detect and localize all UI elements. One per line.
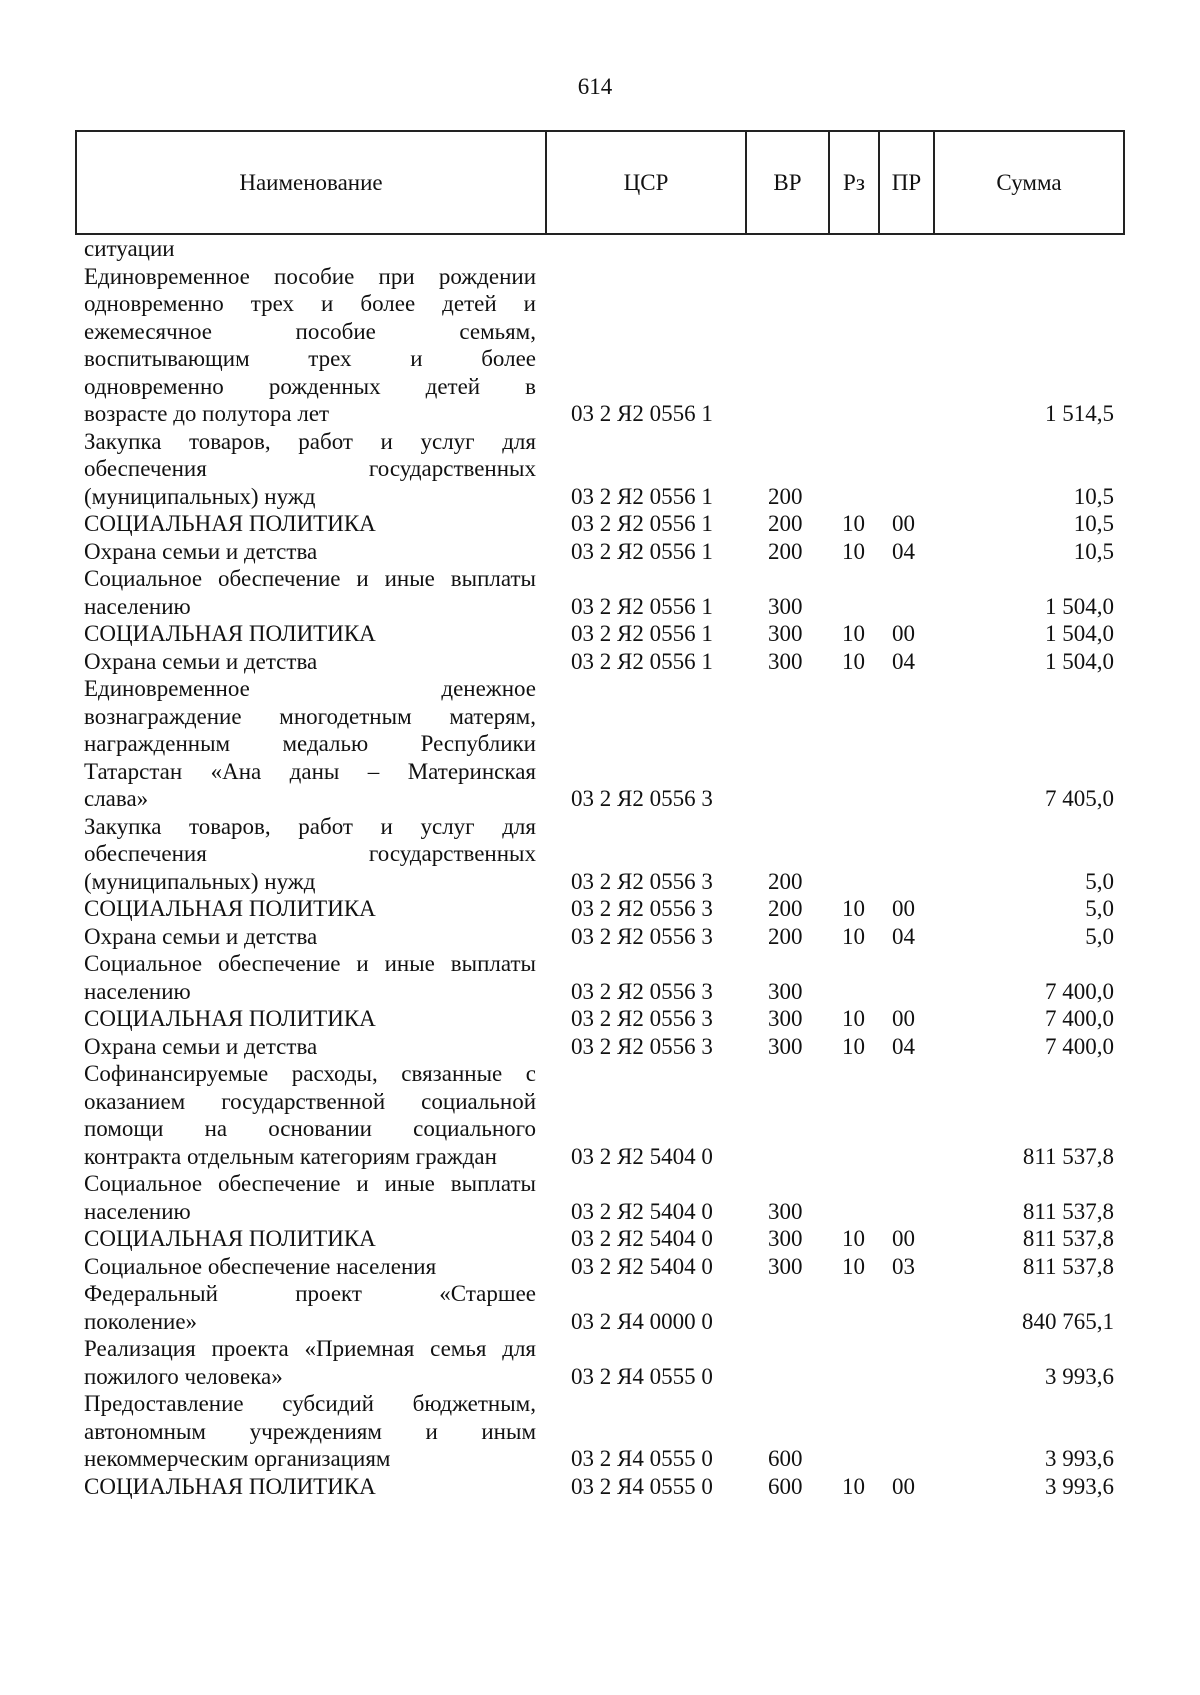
row-name-line: населению bbox=[84, 593, 191, 619]
row-pr: 04 bbox=[892, 923, 915, 949]
row-csr: 03 2 Я2 0556 3 bbox=[571, 786, 713, 811]
row-rz: 10 bbox=[842, 511, 865, 536]
row-csr: 03 2 Я2 0556 1 bbox=[571, 511, 713, 536]
row-vr: 300 bbox=[768, 593, 803, 619]
table-row bbox=[0, 1170, 1200, 1225]
row-name bbox=[84, 565, 536, 620]
row-name-line: Федеральный проект «Старшее bbox=[84, 1281, 536, 1306]
row-pr: 03 bbox=[892, 1253, 915, 1279]
row-sum: 840 765,1 bbox=[1022, 1308, 1114, 1334]
row-sum: 811 537,8 bbox=[1022, 1226, 1114, 1251]
table-row bbox=[0, 538, 1200, 566]
row-name-line: Татарстан «Ана даны – Материнская bbox=[84, 758, 536, 784]
row-name bbox=[84, 813, 536, 896]
row-name-line: поколение» bbox=[84, 1308, 198, 1334]
row-name-line: одновременно рожденных детей в bbox=[84, 373, 536, 399]
row-name-line: одновременно трех и более детей и bbox=[84, 291, 536, 316]
row-csr: 03 2 Я2 0556 3 bbox=[571, 896, 713, 921]
table-row bbox=[0, 950, 1200, 1005]
table-row bbox=[0, 263, 1200, 428]
row-name bbox=[84, 1005, 536, 1033]
row-csr: 03 2 Я2 0556 1 bbox=[571, 401, 713, 426]
row-name-line: Охрана семьи и детства bbox=[84, 923, 318, 949]
row-name bbox=[84, 1060, 536, 1170]
row-pr: 04 bbox=[892, 648, 915, 674]
row-csr: 03 2 Я2 0556 1 bbox=[571, 593, 713, 619]
row-pr: 00 bbox=[892, 1473, 915, 1499]
table-row bbox=[0, 813, 1200, 896]
row-name-line: возрасте до полутора лет bbox=[84, 401, 330, 426]
row-name bbox=[84, 1170, 536, 1225]
row-name-line: помощи на основании социального bbox=[84, 1116, 536, 1141]
row-name bbox=[84, 675, 536, 813]
row-rz: 10 bbox=[842, 1033, 865, 1059]
row-sum: 5,0 bbox=[1085, 896, 1114, 921]
row-vr: 300 bbox=[768, 1253, 803, 1279]
row-name-line: Социальное обеспечение населения bbox=[84, 1253, 437, 1279]
table-row bbox=[0, 1390, 1200, 1473]
row-name bbox=[84, 1033, 536, 1061]
row-name-line: Охрана семьи и детства bbox=[84, 1033, 318, 1059]
row-name-line: СОЦИАЛЬНАЯ ПОЛИТИКА bbox=[84, 621, 376, 646]
row-vr: 300 bbox=[768, 1198, 803, 1224]
row-name bbox=[84, 510, 536, 538]
row-name-line: автономным учреждениям и иным bbox=[84, 1418, 536, 1444]
row-name-line: обеспечения государственных bbox=[84, 841, 536, 866]
page-number: 614 bbox=[577, 74, 613, 99]
header-sum: Сумма bbox=[996, 169, 1062, 195]
row-rz: 10 bbox=[842, 1253, 865, 1279]
row-name bbox=[84, 1390, 536, 1473]
row-name-line: Закупка товаров, работ и услуг для bbox=[84, 428, 536, 454]
row-name-line: Социальное обеспечение и иные выплаты bbox=[84, 566, 536, 591]
row-rz: 10 bbox=[842, 923, 865, 949]
row-sum: 1 514,5 bbox=[1045, 401, 1114, 426]
row-csr: 03 2 Я2 0556 3 bbox=[571, 868, 713, 894]
row-name bbox=[84, 620, 536, 648]
table-body bbox=[0, 235, 1200, 1500]
row-pr: 00 bbox=[892, 621, 915, 646]
row-csr: 03 2 Я4 0555 0 bbox=[571, 1473, 713, 1499]
row-rz: 10 bbox=[842, 538, 865, 564]
row-sum: 811 537,8 bbox=[1022, 1198, 1114, 1224]
row-vr: 600 bbox=[768, 1473, 803, 1499]
row-name-line: Охрана семьи и детства bbox=[84, 648, 318, 674]
row-vr: 300 bbox=[768, 1006, 803, 1031]
row-name-line: (муниципальных) нужд bbox=[84, 868, 316, 894]
row-csr: 03 2 Я2 0556 3 bbox=[571, 923, 713, 949]
row-name-line: ситуации bbox=[84, 236, 175, 261]
row-name bbox=[84, 923, 536, 951]
row-sum: 1 504,0 bbox=[1045, 648, 1114, 674]
row-name-line: некоммерческим организациям bbox=[84, 1446, 391, 1471]
row-csr: 03 2 Я2 0556 1 bbox=[571, 621, 713, 646]
table-row bbox=[0, 1005, 1200, 1033]
row-vr: 300 bbox=[768, 648, 803, 674]
row-name-line: СОЦИАЛЬНАЯ ПОЛИТИКА bbox=[84, 1226, 376, 1251]
row-name-line: СОЦИАЛЬНАЯ ПОЛИТИКА bbox=[84, 896, 376, 921]
table-row bbox=[0, 675, 1200, 813]
header-rz: Рз bbox=[830, 132, 880, 233]
row-name bbox=[84, 428, 536, 511]
row-pr: 00 bbox=[892, 1226, 915, 1251]
row-vr: 200 bbox=[768, 511, 803, 536]
row-rz: 10 bbox=[842, 648, 865, 674]
row-name bbox=[84, 648, 536, 676]
row-vr: 200 bbox=[768, 923, 803, 949]
row-vr: 300 bbox=[768, 1226, 803, 1251]
row-vr: 300 bbox=[768, 978, 803, 1004]
row-name-line: ежемесячное пособие семьям, bbox=[84, 318, 536, 344]
row-csr: 03 2 Я2 5404 0 bbox=[571, 1226, 713, 1251]
row-name-line: населению bbox=[84, 1198, 191, 1224]
row-rz: 10 bbox=[842, 621, 865, 646]
row-pr: 00 bbox=[892, 511, 915, 536]
table-row bbox=[0, 565, 1200, 620]
row-sum: 811 537,8 bbox=[1022, 1143, 1114, 1169]
row-csr: 03 2 Я4 0555 0 bbox=[571, 1446, 713, 1471]
header-pr: ПР bbox=[880, 132, 935, 233]
row-name-line: контракта отдельным категориям граждан bbox=[84, 1143, 497, 1169]
table-row bbox=[0, 648, 1200, 676]
row-name bbox=[84, 235, 536, 263]
row-pr: 04 bbox=[892, 538, 915, 564]
row-sum: 1 504,0 bbox=[1045, 593, 1114, 619]
row-sum: 5,0 bbox=[1085, 923, 1114, 949]
row-sum: 10,5 bbox=[1073, 483, 1114, 509]
row-rz: 10 bbox=[842, 1226, 865, 1251]
row-name bbox=[84, 1253, 536, 1281]
row-vr: 300 bbox=[768, 621, 803, 646]
row-sum: 10,5 bbox=[1073, 511, 1114, 536]
row-vr: 300 bbox=[768, 1033, 803, 1059]
row-name-line: населению bbox=[84, 978, 191, 1004]
row-name-line: слава» bbox=[84, 786, 149, 811]
table-row bbox=[0, 1253, 1200, 1281]
row-csr: 03 2 Я4 0000 0 bbox=[571, 1308, 713, 1334]
row-name-line: Закупка товаров, работ и услуг для bbox=[84, 813, 536, 839]
row-csr: 03 2 Я2 0556 3 bbox=[571, 1033, 713, 1059]
row-name-line: Единовременное денежное bbox=[84, 676, 536, 701]
row-sum: 7 400,0 bbox=[1045, 1033, 1114, 1059]
table-row bbox=[0, 510, 1200, 538]
row-name bbox=[84, 1473, 536, 1501]
row-csr: 03 2 Я2 0556 3 bbox=[571, 978, 713, 1004]
row-name-line: Единовременное пособие при рождении bbox=[84, 263, 536, 289]
row-rz: 10 bbox=[842, 1006, 865, 1031]
row-csr: 03 2 Я2 0556 3 bbox=[571, 1006, 713, 1031]
row-vr: 200 bbox=[768, 538, 803, 564]
table-row bbox=[0, 1473, 1200, 1501]
row-name-line: СОЦИАЛЬНАЯ ПОЛИТИКА bbox=[84, 1006, 376, 1031]
row-csr: 03 2 Я2 0556 1 bbox=[571, 648, 713, 674]
row-sum: 3 993,6 bbox=[1045, 1473, 1114, 1499]
header-csr: ЦСР bbox=[547, 132, 747, 233]
row-name-line: Социальное обеспечение и иные выплаты bbox=[84, 951, 536, 976]
row-name-line: Охрана семьи и детства bbox=[84, 538, 318, 564]
table-row bbox=[0, 923, 1200, 951]
row-csr: 03 2 Я4 0555 0 bbox=[571, 1363, 713, 1389]
row-name bbox=[84, 1225, 536, 1253]
row-sum: 7 400,0 bbox=[1045, 978, 1114, 1004]
row-sum: 3 993,6 bbox=[1045, 1363, 1114, 1389]
row-csr: 03 2 Я2 0556 1 bbox=[571, 483, 713, 509]
row-name bbox=[84, 950, 536, 1005]
row-sum: 1 504,0 bbox=[1045, 621, 1114, 646]
header-vr: ВР bbox=[747, 132, 830, 233]
table-row bbox=[0, 1225, 1200, 1253]
row-vr: 600 bbox=[768, 1446, 803, 1471]
row-vr: 200 bbox=[768, 896, 803, 921]
row-name bbox=[84, 1280, 536, 1335]
row-sum: 811 537,8 bbox=[1022, 1253, 1114, 1279]
row-name bbox=[84, 1335, 536, 1390]
row-sum: 3 993,6 bbox=[1045, 1446, 1114, 1471]
row-vr: 200 bbox=[768, 868, 803, 894]
header-name: Наименование bbox=[77, 132, 547, 233]
row-rz: 10 bbox=[842, 896, 865, 921]
row-sum: 5,0 bbox=[1085, 868, 1114, 894]
row-name-line: обеспечения государственных bbox=[84, 456, 536, 481]
row-name-line: (муниципальных) нужд bbox=[84, 483, 316, 509]
row-name-line: пожилого человека» bbox=[84, 1363, 283, 1389]
row-csr: 03 2 Я2 0556 1 bbox=[571, 538, 713, 564]
table-row bbox=[0, 895, 1200, 923]
row-csr: 03 2 Я2 5404 0 bbox=[571, 1143, 713, 1169]
row-csr: 03 2 Я2 5404 0 bbox=[571, 1253, 713, 1279]
table-row bbox=[0, 1335, 1200, 1390]
row-name-line: воспитывающим трех и более bbox=[84, 346, 536, 371]
table-row bbox=[0, 235, 1200, 263]
table-row bbox=[0, 1060, 1200, 1170]
row-name bbox=[84, 263, 536, 428]
row-pr: 04 bbox=[892, 1033, 915, 1059]
row-name-line: оказанием государственной социальной bbox=[84, 1088, 536, 1114]
table-header bbox=[75, 130, 1125, 235]
row-name-line: СОЦИАЛЬНАЯ ПОЛИТИКА bbox=[84, 1473, 376, 1499]
row-name-line: награжденным медалью Республики bbox=[84, 731, 536, 756]
row-pr: 00 bbox=[892, 1006, 915, 1031]
row-pr: 00 bbox=[892, 896, 915, 921]
table-row bbox=[0, 1280, 1200, 1335]
table-row bbox=[0, 1033, 1200, 1061]
row-csr: 03 2 Я2 5404 0 bbox=[571, 1198, 713, 1224]
row-rz: 10 bbox=[842, 1473, 865, 1499]
row-sum: 7 405,0 bbox=[1045, 786, 1114, 811]
row-name bbox=[84, 895, 536, 923]
row-name-line: Софинансируемые расходы, связанные с bbox=[84, 1061, 536, 1086]
row-name-line: Предоставление субсидий бюджетным, bbox=[84, 1391, 536, 1416]
row-vr: 200 bbox=[768, 483, 803, 509]
row-sum: 7 400,0 bbox=[1045, 1006, 1114, 1031]
table-row bbox=[0, 620, 1200, 648]
row-name-line: Социальное обеспечение и иные выплаты bbox=[84, 1171, 536, 1196]
row-name bbox=[84, 538, 536, 566]
table-row bbox=[0, 428, 1200, 511]
row-name-line: СОЦИАЛЬНАЯ ПОЛИТИКА bbox=[84, 511, 376, 536]
row-name-line: Реализация проекта «Приемная семья для bbox=[84, 1336, 536, 1361]
row-sum: 10,5 bbox=[1073, 538, 1114, 564]
row-name-line: вознаграждение многодетным матерям, bbox=[84, 703, 536, 729]
